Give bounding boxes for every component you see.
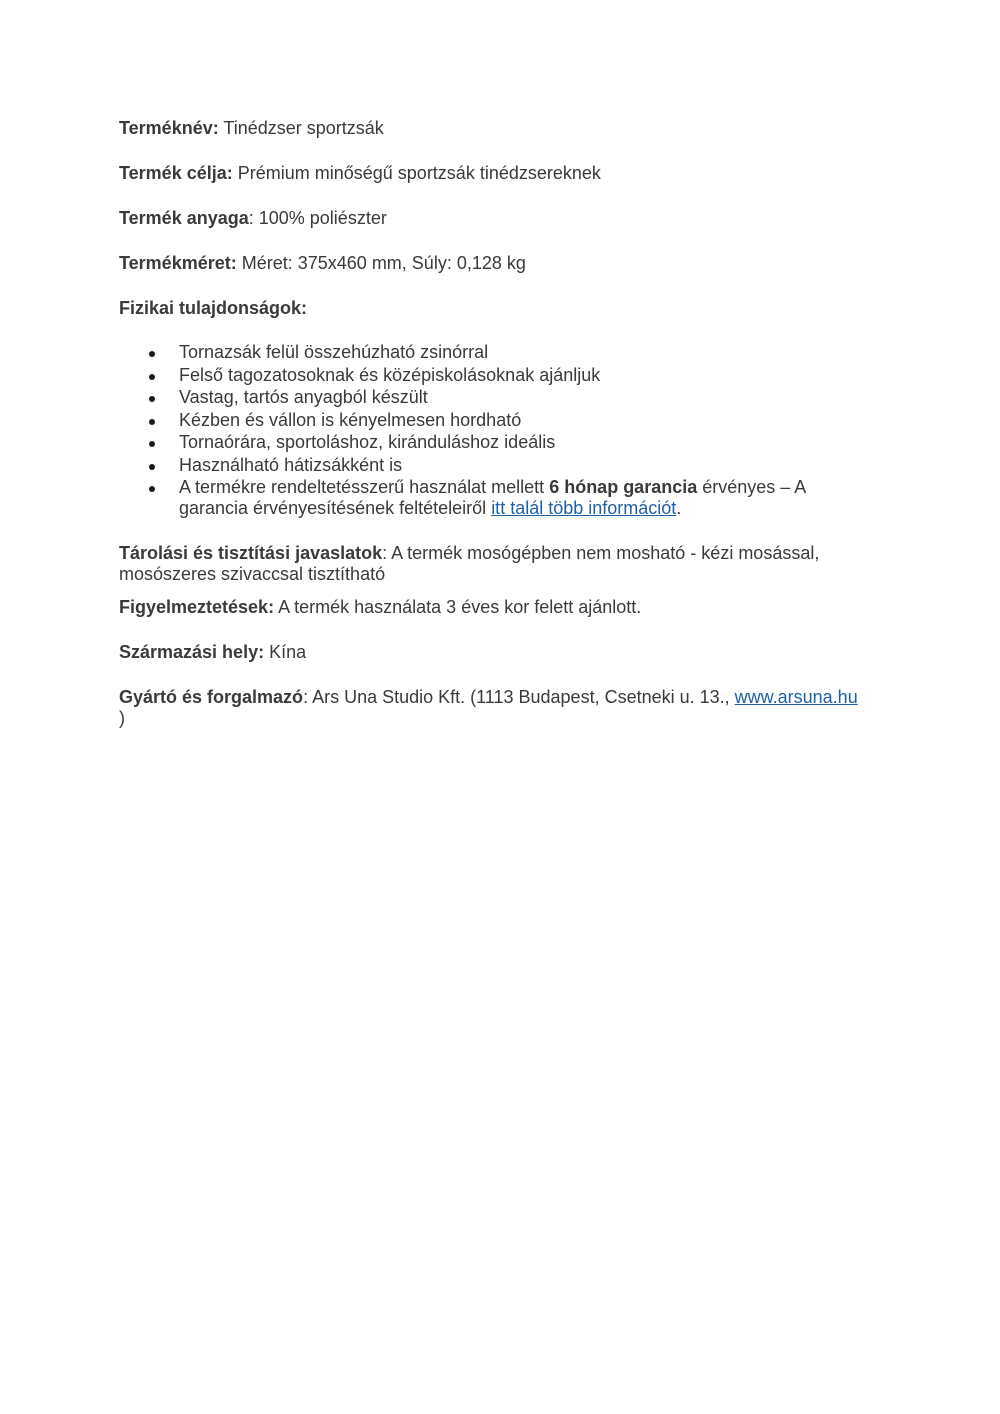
warning-value: A termék használata 3 éves kor felett ajánlott. [274, 597, 642, 617]
product-name-label: Terméknév: [119, 118, 219, 138]
list-item-warranty [179, 477, 859, 519]
warning-label: Figyelmeztetések: [119, 597, 275, 617]
warranty-text-before: A termékre rendeltetésszerű használat mellett [179, 477, 550, 497]
list-item: Tornazsák felül összehúzható zsinórral [179, 342, 859, 363]
field-origin [119, 642, 859, 663]
product-purpose-value: Prémium minőségű sportzsák tinédzsereknek [232, 163, 601, 183]
list-item: Felső tagozatosoknak és középiskolásoknak ajánljuk [179, 365, 859, 386]
warranty-text-after: érvényes – A garancia érvényesítésének feltételeiről [179, 477, 806, 518]
field-product-purpose [119, 163, 859, 184]
manufacturer-website-link[interactable]: www.arsuna.hu [734, 687, 858, 707]
care-label: Tárolási és tisztítási javaslatok [119, 543, 383, 563]
care-value: : A termék mosógépben nem mosható - kézi mosással, mosószeres szivaccsal tisztítható [119, 543, 820, 584]
manufacturer-value: : Ars Una Studio Kft. (1113 Budapest, Csetneki u. 13., [303, 687, 735, 707]
field-warning [119, 597, 859, 618]
field-product-name [119, 118, 859, 139]
list-item: Kézben és vállon is kényelmesen hordható [179, 410, 859, 431]
list-item: Vastag, tartós anyagból készült [179, 387, 859, 408]
field-manufacturer [119, 687, 859, 729]
field-care [119, 543, 859, 585]
field-product-size [119, 253, 859, 274]
product-size-value: Méret: 375x460 mm, Súly: 0,128 kg [236, 253, 526, 273]
warranty-info-link[interactable]: itt talál több információt [491, 498, 677, 518]
list-item: Tornaórára, sportoláshoz, kiránduláshoz ideális [179, 432, 859, 453]
product-material-label: Termék anyaga [119, 208, 249, 228]
list-item: Használható hátizsákként is [179, 455, 859, 476]
physical-properties-list [119, 342, 859, 519]
origin-value: Kína [264, 642, 307, 662]
product-material-value: : 100% poliészter [248, 208, 387, 228]
product-purpose-label: Termék célja: [119, 163, 233, 183]
manufacturer-end: ) [119, 708, 125, 728]
field-product-material [119, 208, 859, 229]
warranty-duration: 6 hónap garancia [549, 477, 698, 497]
manufacturer-label: Gyártó és forgalmazó [119, 687, 304, 707]
product-sheet [119, 118, 859, 753]
origin-label: Származási hely: [119, 642, 265, 662]
product-name-value: Tinédzser sportzsák [218, 118, 384, 138]
warranty-text-end: . [676, 498, 682, 518]
physical-properties-heading: Fizikai tulajdonságok: [119, 298, 308, 318]
product-size-label: Termékméret: [119, 253, 237, 273]
